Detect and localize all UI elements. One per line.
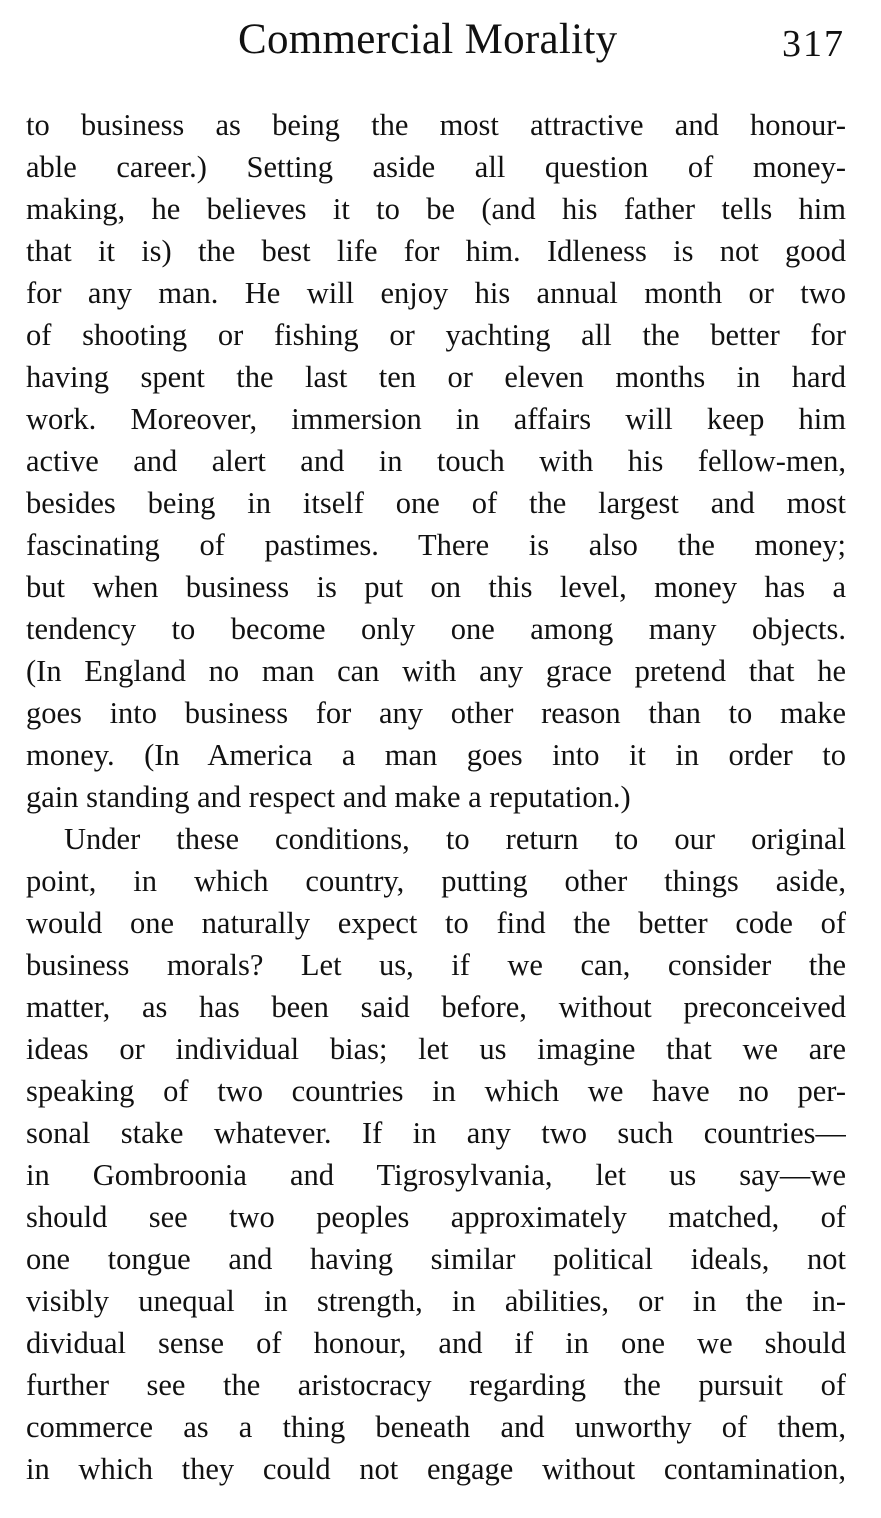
text-line: fascinating of pastimes. There is also the money; — [26, 528, 846, 562]
text-line: that it is) the best life for him. Idleness is not good — [26, 234, 846, 268]
text-line: ideas or individual bias; let us imagine that we are — [26, 1032, 846, 1066]
text-line: in Gombroonia and Tigrosylvania, let us say—we — [26, 1158, 846, 1192]
text-line: in which they could not engage without contamination, — [26, 1452, 846, 1486]
text-line: matter, as has been said before, without preconceived — [26, 990, 846, 1024]
text-line: tendency to become only one among many objects. — [26, 612, 846, 646]
text-line: point, in which country, putting other things aside, — [26, 864, 846, 898]
page-number: 317 — [782, 23, 845, 65]
text-line: should see two peoples approximately matched, of — [26, 1200, 846, 1234]
text-line: further see the aristocracy regarding the pursuit of — [26, 1368, 846, 1402]
text-line: of shooting or fishing or yachting all the better for — [26, 318, 846, 352]
text-line: for any man. He will enjoy his annual month or two — [26, 276, 846, 310]
paragraph-end-line: gain standing and respect and make a reputation.) — [26, 780, 631, 814]
running-title: Commercial Morality — [238, 16, 618, 63]
text-line: money. (In America a man goes into it in order to — [26, 738, 846, 772]
text-line: but when business is put on this level, money has a — [26, 570, 846, 604]
text-line: goes into business for any other reason than to make — [26, 696, 846, 730]
text-line: active and alert and in touch with his fellow-men, — [26, 444, 846, 478]
text-line: sonal stake whatever. If in any two such countries— — [26, 1116, 846, 1150]
text-line: business morals? Let us, if we can, consider the — [26, 948, 846, 982]
text-line: dividual sense of honour, and if in one we should — [26, 1326, 846, 1360]
text-line: besides being in itself one of the largest and most — [26, 486, 846, 520]
text-line: having spent the last ten or eleven months in hard — [26, 360, 846, 394]
text-line: visibly unequal in strength, in abilities, or in the in- — [26, 1284, 846, 1318]
text-line: (In England no man can with any grace pretend that he — [26, 654, 846, 688]
text-line: speaking of two countries in which we have no per- — [26, 1074, 846, 1108]
running-head — [0, 12, 881, 72]
text-line: would one naturally expect to find the better code of — [26, 906, 846, 940]
text-line: able career.) Setting aside all question of money- — [26, 150, 846, 184]
text-line: one tongue and having similar political ideals, not — [26, 1242, 846, 1276]
text-line: to business as being the most attractive and honour- — [26, 108, 846, 142]
text-line: commerce as a thing beneath and unworthy of them, — [26, 1410, 846, 1444]
text-line: work. Moreover, immersion in affairs will keep him — [26, 402, 846, 436]
text-line: making, he believes it to be (and his father tells him — [26, 192, 846, 226]
paragraph-start-line: Under these conditions, to return to our original — [64, 822, 846, 856]
body-text — [26, 104, 846, 1490]
